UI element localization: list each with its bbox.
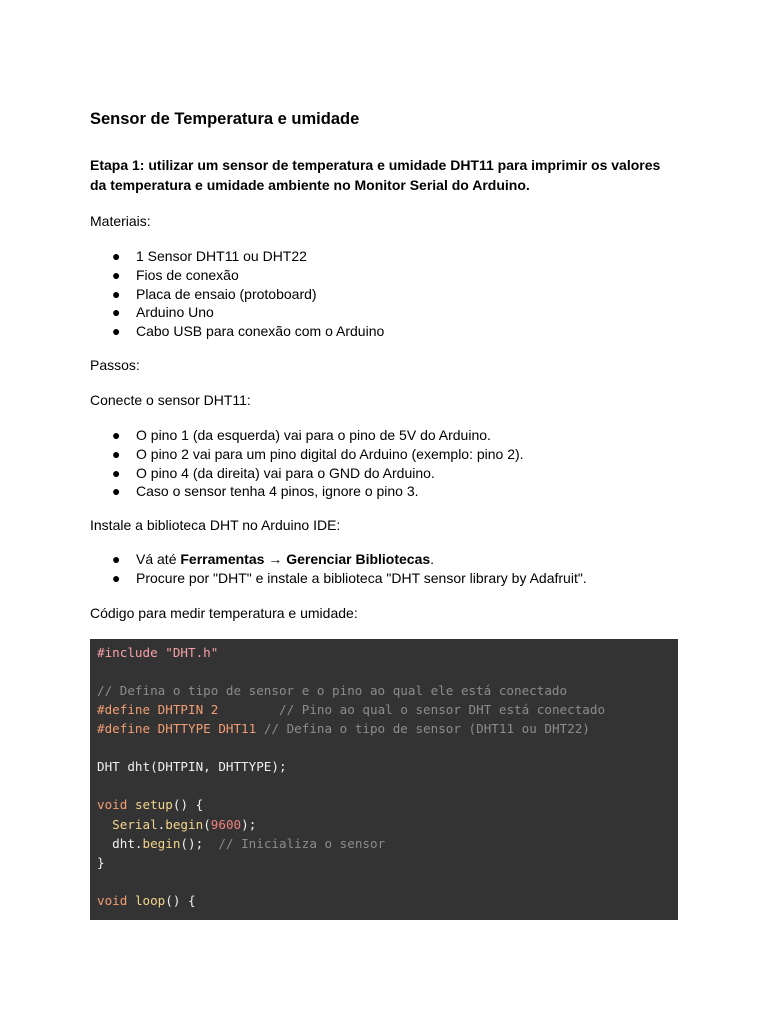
materials-label: Materiais: — [90, 213, 151, 229]
list-item: ● Caso o sensor tenha 4 pinos, ignore o pino 3. — [112, 483, 419, 500]
bullet-icon: ● — [112, 266, 121, 283]
code-line: #define DHTPIN 2 // Pino ao qual o sensor DHT está conectado — [97, 702, 606, 717]
bullet-icon: ● — [112, 483, 121, 500]
code-line: Serial.begin(9600); — [112, 817, 257, 832]
connect-label: Conecte o sensor DHT11: — [90, 392, 251, 408]
code-line: } — [97, 855, 105, 870]
bullet-icon: ● — [112, 464, 121, 481]
list-item: ● O pino 4 (da direita) vai para o GND do Arduino. — [112, 464, 435, 481]
code-block — [90, 639, 678, 920]
code-line: #define DHTTYPE DHT11 // Defina o tipo de sensor (DHT11 ou DHT22) — [97, 721, 590, 736]
menu-path: Ferramentas → Gerenciar Bibliotecas — [180, 551, 431, 567]
bullet-icon: ● — [112, 323, 121, 340]
pins-list — [90, 426, 524, 501]
code-label: Código para medir temperatura e umidade: — [90, 605, 358, 621]
bullet-icon: ● — [112, 427, 121, 443]
list-item: ● O pino 1 (da esquerda) vai para o pino de 5V do Arduino. — [112, 427, 491, 443]
code-line: // Defina o tipo de sensor e o pino ao qual ele está conectado — [97, 683, 568, 698]
list-item: ● Fios de conexão — [112, 266, 239, 283]
list-item: ● Cabo USB para conexão com o Arduino — [112, 323, 385, 340]
code-line: #include "DHT.h" — [97, 645, 219, 660]
page-title: Sensor de Temperatura e umidade — [90, 110, 360, 128]
bullet-icon: ● — [112, 248, 121, 264]
list-item: ● Arduino Uno — [112, 304, 214, 321]
install-label: Instale a biblioteca DHT no Arduino IDE: — [90, 517, 341, 533]
install-list — [90, 550, 587, 588]
list-item: ● O pino 2 vai para um pino digital do Arduino (exemplo: pino 2). — [112, 445, 524, 462]
list-item: ● Vá até Ferramentas → Gerenciar Bibliotecas. — [112, 551, 435, 567]
code-line: void setup() { — [97, 797, 204, 812]
code-line: DHT dht(DHTPIN, DHTTYPE); — [97, 759, 287, 774]
steps-label: Passos: — [90, 357, 140, 373]
code-line: void loop() { — [97, 893, 196, 908]
code-line: dht.begin(); // Inicializa o sensor — [97, 836, 386, 851]
list-item: ● Placa de ensaio (protoboard) — [112, 285, 317, 302]
list-item: ● 1 Sensor DHT11 ou DHT22 — [112, 248, 307, 264]
bullet-icon: ● — [112, 304, 121, 321]
bullet-icon: ● — [112, 551, 121, 567]
bullet-icon: ● — [112, 445, 121, 462]
list-item: ● Procure por "DHT" e instale a biblioteca "DHT sensor library by Adafruit". — [112, 569, 587, 586]
bullet-icon: ● — [112, 285, 121, 302]
bullet-icon: ● — [112, 569, 121, 586]
materials-list — [90, 247, 384, 341]
step-1-heading: Etapa 1: utilizar um sensor de temperatura e umidade DHT11 para imprimir os valores da temperatura e umidade ambiente no Monitor Serial do Arduino. — [90, 157, 661, 193]
